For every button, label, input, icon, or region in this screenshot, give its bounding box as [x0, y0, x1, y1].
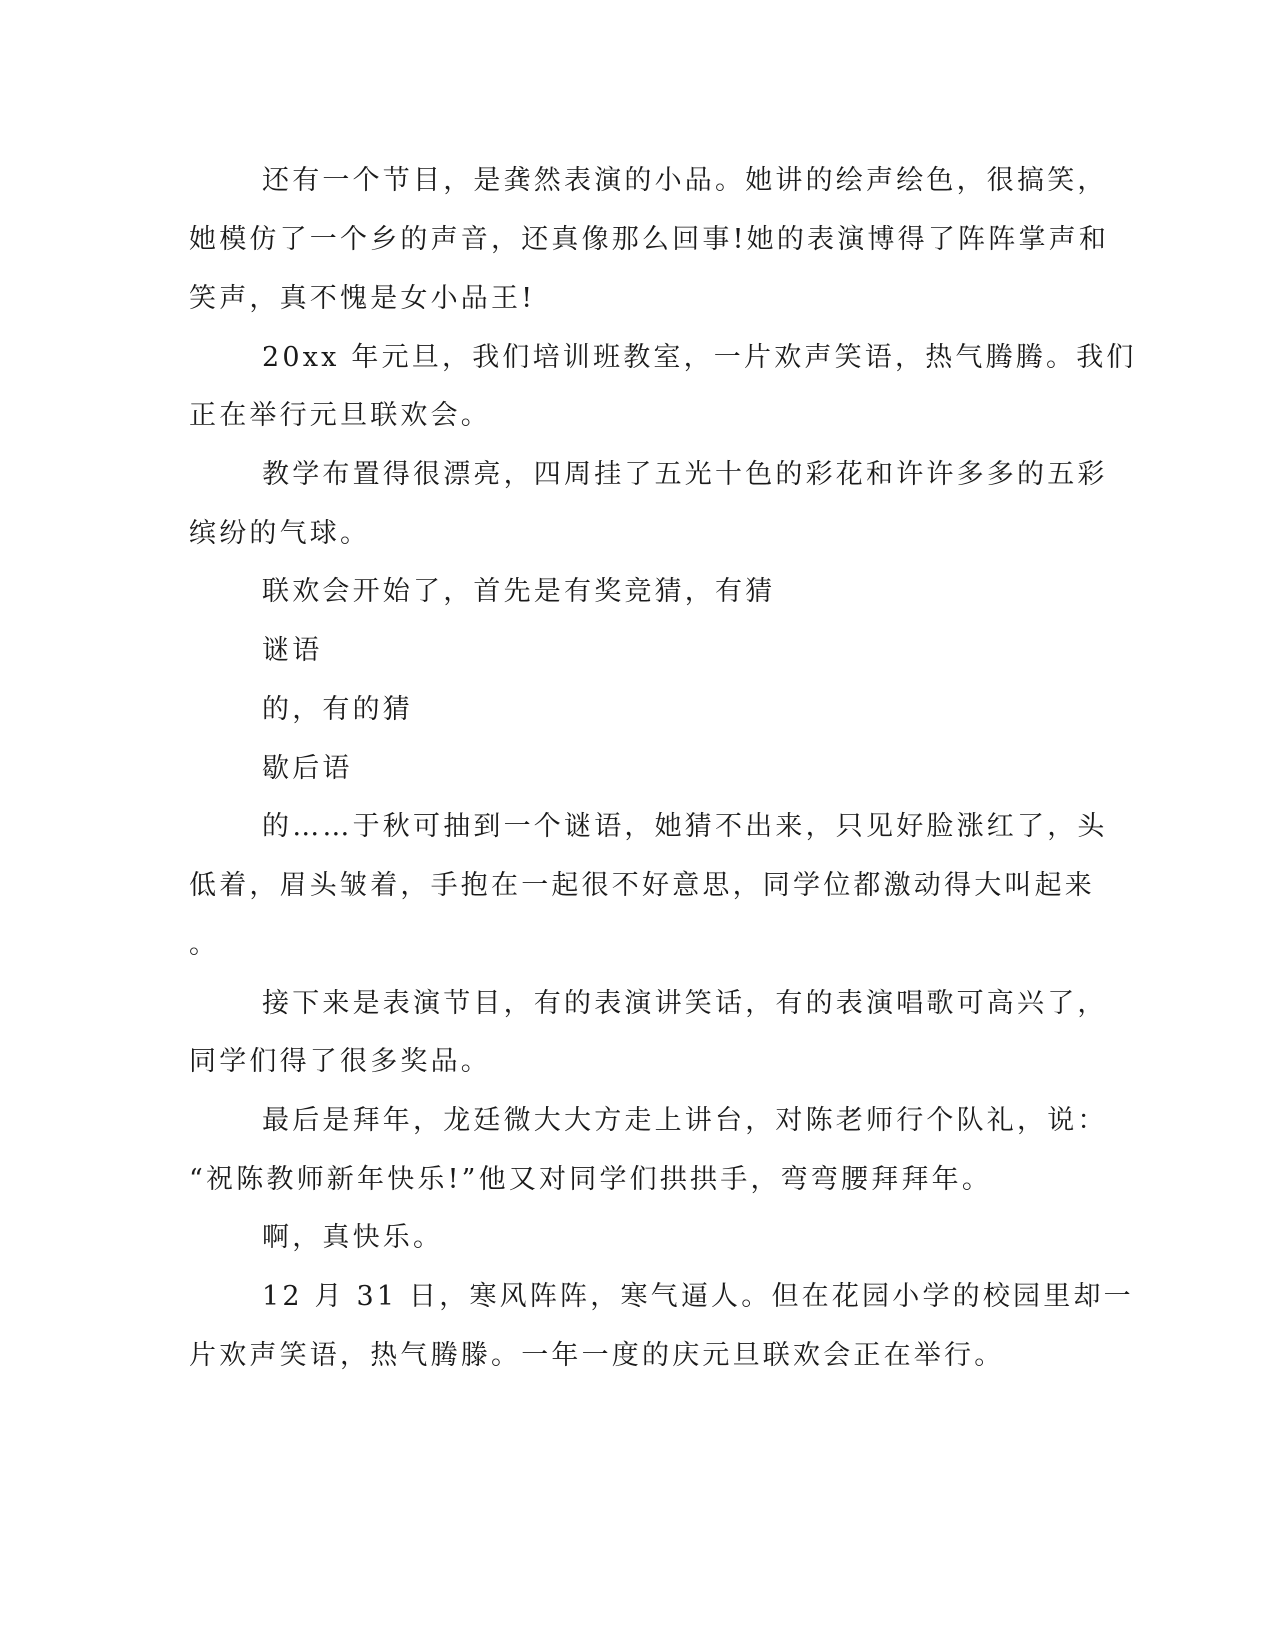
paragraph-line: 片欢声笑语，热气腾滕。一年一度的庆元旦联欢会正在举行。 — [189, 1340, 1005, 1371]
paragraph-line: 歇后语 — [262, 753, 353, 784]
paragraph-line: 笑声，真不愧是女小品王! — [189, 283, 536, 314]
paragraph-line: 低着，眉头皱着，手抱在一起很不好意思，同学位都激动得大叫起来 — [189, 870, 1095, 901]
paragraph-line: 20xx 年元旦，我们培训班教室，一片欢声笑语，热气腾腾。我们 — [262, 342, 1137, 373]
paragraph-line: 接下来是表演节目，有的表演讲笑话，有的表演唱歌可高兴了， — [262, 988, 1108, 1019]
paragraph-line: 同学们得了很多奖品。 — [189, 1046, 491, 1077]
paragraph-line: 还有一个节目，是龚然表演的小品。她讲的绘声绘色，很搞笑， — [262, 165, 1108, 196]
paragraph-line: 联欢会开始了，首先是有奖竞猜，有猜 — [262, 576, 776, 607]
paragraph-line: 。 — [189, 929, 220, 960]
paragraph-line: 她模仿了一个乡的声音，还真像那么回事!她的表演博得了阵阵掌声和 — [189, 224, 1110, 255]
paragraph-line: 啊，真快乐。 — [262, 1222, 444, 1253]
paragraph-line: 缤纷的气球。 — [189, 518, 371, 549]
paragraph-line: 的，有的猜 — [262, 694, 413, 725]
paragraph-line: 教学布置得很漂亮，四周挂了五光十色的彩花和许许多多的五彩 — [262, 459, 1108, 490]
paragraph-line: 最后是拜年，龙廷微大大方走上讲台，对陈老师行个队礼，说： — [262, 1105, 1108, 1136]
paragraph-line: 正在举行元旦联欢会。 — [189, 400, 491, 431]
paragraph-line: “祝陈教师新年快乐!”他又对同学们拱拱手，弯弯腰拜拜年。 — [189, 1164, 993, 1195]
paragraph-line: 的……于秋可抽到一个谜语，她猜不出来，只见好脸涨红了，头 — [262, 811, 1108, 842]
paragraph-line: 谜语 — [262, 635, 323, 666]
paragraph-line: 12 月 31 日，寒风阵阵，寒气逼人。但在花园小学的校园里却一 — [262, 1281, 1134, 1312]
